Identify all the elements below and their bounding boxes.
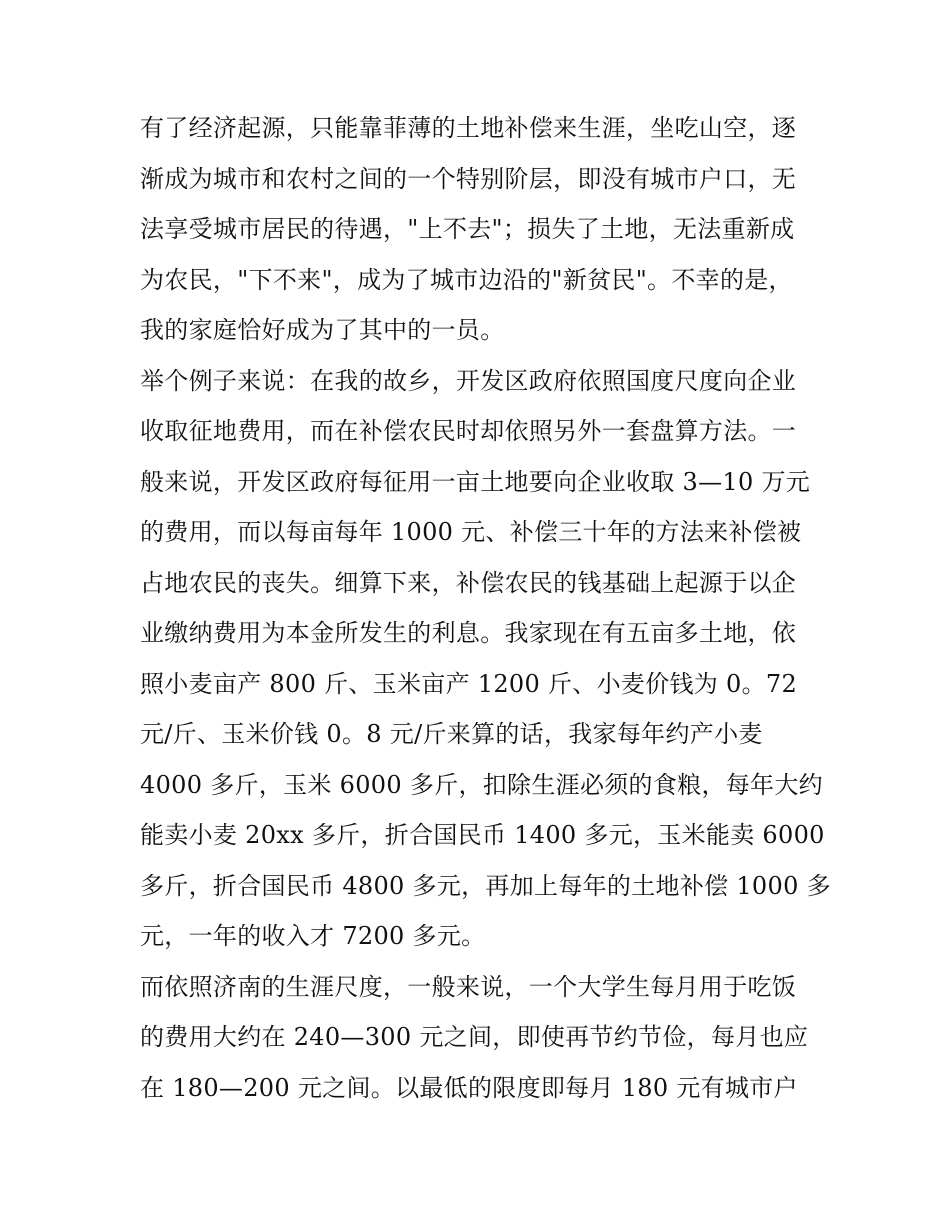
text-line: 4000 多斤，玉米 6000 多斤，扣除生涯必须的食粮，每年大约: [140, 771, 823, 799]
text-line: 的费用，而以每亩每年 1000 元、补偿三十年的方法来补偿被: [140, 518, 802, 546]
text-line: 元，一年的收入才 7200 多元。: [140, 922, 486, 950]
text-line: 般来说，开发区政府每征用一亩土地要向企业收取 3—10 万元: [140, 468, 811, 496]
text-line: 元/斤、玉米价钱 0。8 元/斤来算的话，我家每年约产小麦: [140, 720, 763, 748]
text-line: 举个例子来说：在我的故乡，开发区政府依照国度尺度向企业: [140, 367, 797, 395]
text-line: 为农民，"下不来"，成为了城市边沿的"新贫民"。不幸的是，: [140, 266, 793, 294]
text-line: 照小麦亩产 800 斤、玉米亩产 1200 斤、小麦价钱为 0。72: [140, 670, 798, 698]
text-line: 业缴纳费用为本金所发生的利息。我家现在有五亩多土地，依: [140, 619, 797, 647]
text-line: 渐成为城市和农村之间的一个特别阶层，即没有城市户口，无: [140, 165, 797, 193]
text-line: 在 180—200 元之间。以最低的限度即每月 180 元有城市户: [140, 1074, 798, 1102]
text-line: 法享受城市居民的待遇，"上不去"；损失了土地，无法重新成: [140, 215, 795, 243]
text-line: 的费用大约在 240—300 元之间，即使再节约节俭，每月也应: [140, 1023, 809, 1051]
text-line: 收取征地费用，而在补偿农民时却依照另外一套盘算方法。一: [140, 417, 797, 445]
text-line: 而依照济南的生涯尺度，一般来说，一个大学生每月用于吃饭: [140, 973, 797, 1001]
text-line: 能卖小麦 20xx 多斤，折合国民币 1400 多元，玉米能卖 6000: [140, 821, 825, 849]
text-line: 有了经济起源，只能靠菲薄的土地补偿来生涯，坐吃山空，逐: [140, 114, 797, 142]
text-line: 我的家庭恰好成为了其中的一员。: [140, 316, 505, 344]
text-line: 多斤，折合国民币 4800 多元，再加上每年的土地补偿 1000 多: [140, 872, 831, 900]
text-line: 占地农民的丧失。细算下来，补偿农民的钱基础上起源于以企: [140, 569, 797, 597]
